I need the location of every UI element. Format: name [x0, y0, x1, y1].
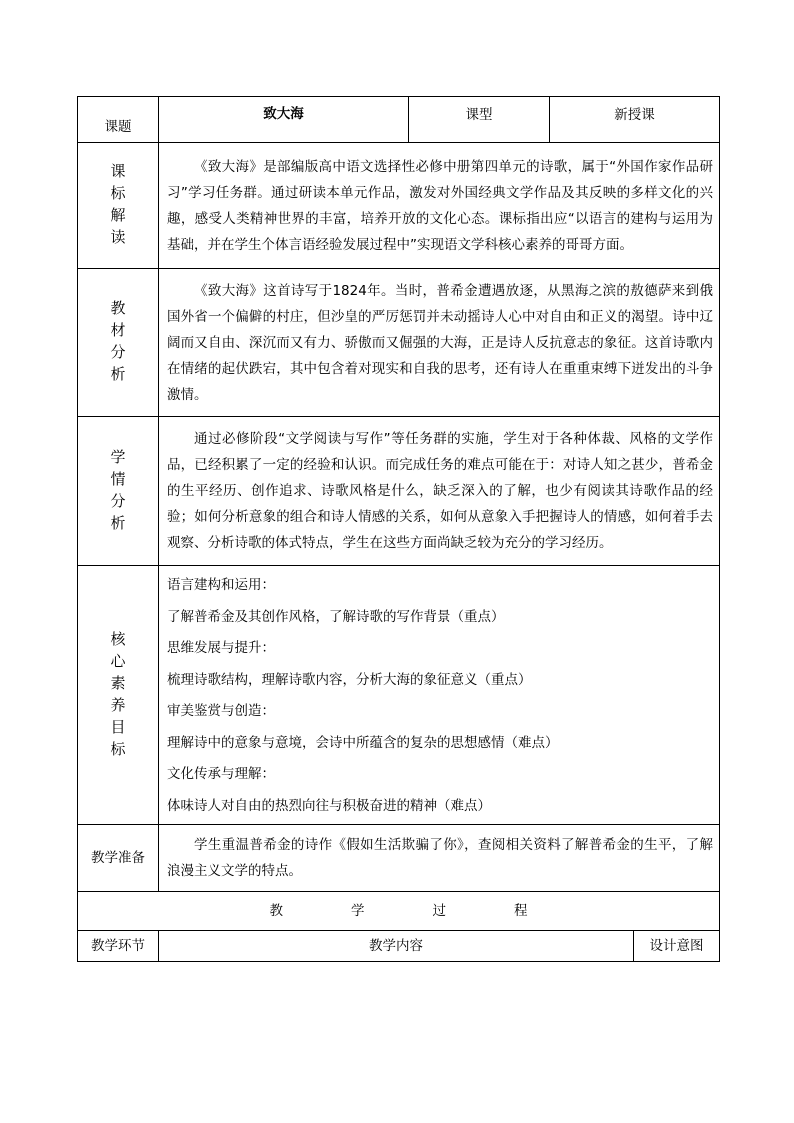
curriculum-row [78, 143, 720, 269]
process-row [78, 892, 720, 931]
textbook-label-cell [78, 269, 159, 417]
literacy-row [78, 566, 720, 825]
goal-line: 审美鉴赏与创造： [167, 703, 275, 719]
goal-line: 梳理诗歌结构，理解诗歌内容，分析大海的象征意义（重点） [167, 671, 532, 688]
textbook-text: 《致大海》这首诗写于1824年。当时，普希金遭遇放逐，从黑海之滨的敖德萨来到俄国外省一个偏僻的村庄，但沙皇的严厉惩罚并未动摇诗人心中对自由和正义的渴望。诗中辽阔而又自由、深沉而又有力、骄傲而又倔强的大海，正是诗人反抗意志的象征。这首诗歌内在情绪的起伏跌宕，其中包含着对现实和自我的思考，还有诗人在重重束缚下迸发出的斗争激情。 [159, 269, 720, 417]
goal-line: 了解普希金及其创作风格，了解诗歌的写作背景（重点） [167, 608, 505, 625]
process-char: 教 [269, 903, 283, 919]
goal-line: 文化传承与理解： [167, 766, 275, 782]
topic-label: 课题 [78, 97, 159, 143]
preparation-row [78, 825, 720, 892]
type-value: 新授课 [550, 97, 720, 143]
literacy-label: 核心素养目标 [110, 629, 126, 758]
goal-line: 语言建构和运用： [167, 577, 275, 593]
students-row [78, 417, 720, 566]
process-char: 过 [432, 903, 446, 919]
goal-line: 思维发展与提升： [167, 640, 275, 656]
lesson-plan-table [77, 96, 720, 962]
students-label-cell [78, 417, 159, 566]
textbook-label: 教材分析 [110, 299, 126, 383]
curriculum-label: 课标解读 [110, 162, 126, 246]
literacy-goals [159, 566, 720, 825]
type-label: 课型 [409, 97, 550, 143]
students-text: 通过必修阶段“文学阅读与写作”等任务群的实施，学生对于各种体裁、风格的文学作品，已经积累了一定的经验和认识。而完成任务的难点可能在于：对诗人知之甚少，普希金的生平经历、创作追求、诗歌风格是什么，缺乏深入的了解，也少有阅读其诗歌作品的经验；如何分析意象的组合和诗人情感的关系，如何从意象入手把握诗人的情感，如何着手去观察、分析诗歌的体式特点，学生在这些方面尚缺乏较为充分的学习经历。 [159, 417, 720, 566]
preparation-label: 教学准备 [78, 825, 159, 892]
topic-value: 致大海 [159, 97, 409, 143]
goal-line: 理解诗中的意象与意境，会诗中所蕴含的复杂的思想感情（难点） [167, 734, 559, 751]
curriculum-text: 《致大海》是部编版高中语文选择性必修中册第四单元的诗歌，属于“外国作家作品研习”学习任务群。通过研读本单元作品，激发对外国经典文学作品及其反映的多样文化的兴趣，感受人类精神世界的丰富，培养开放的文化心态。课标指出应“以语言的建构与运用为基础，并在学生个体言语经验发展过程中”实现语文学科核心素养的哥哥方面。 [159, 143, 720, 269]
intent-label: 设计意图 [634, 931, 720, 962]
students-label: 学情分析 [110, 447, 126, 532]
header-row [78, 97, 720, 143]
goal-line: 体味诗人对自由的热烈向往与积极奋进的精神（难点） [167, 797, 491, 814]
textbook-row [78, 269, 720, 417]
footer-row [78, 931, 720, 962]
curriculum-label-cell [78, 143, 159, 269]
literacy-label-cell [78, 566, 159, 825]
process-char: 学 [351, 903, 365, 919]
content-label: 教学内容 [159, 931, 634, 962]
preparation-text: 学生重温普希金的诗作《假如生活欺骗了你》，查阅相关资料了解普希金的生平，了解浪漫主义文学的特点。 [159, 825, 720, 892]
process-heading [78, 892, 720, 931]
stage-label: 教学环节 [78, 931, 159, 962]
process-char: 程 [514, 903, 528, 919]
